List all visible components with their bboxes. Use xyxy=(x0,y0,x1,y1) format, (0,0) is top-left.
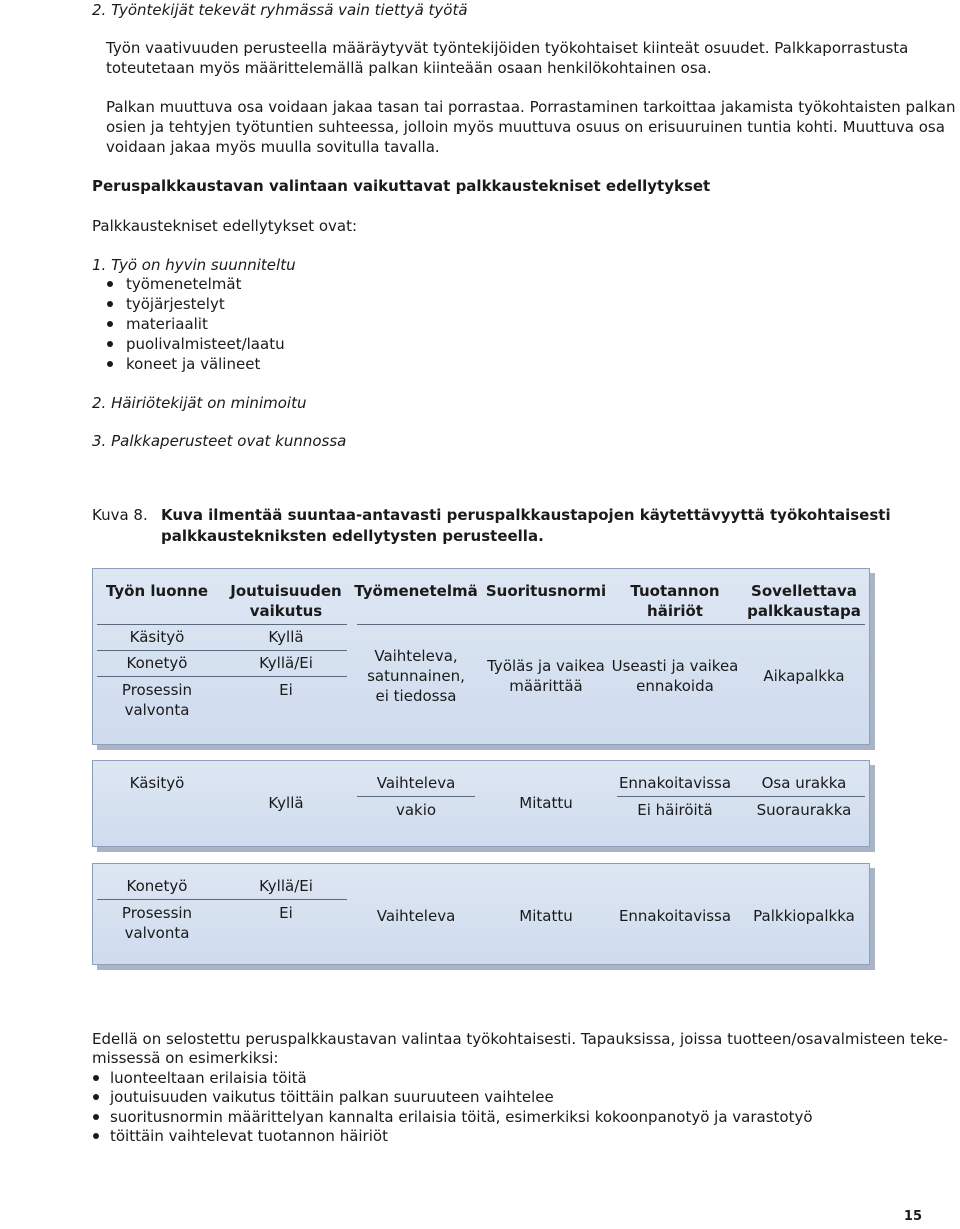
page-number: 15 xyxy=(903,1209,922,1224)
bullet-icon xyxy=(93,1114,99,1120)
closing-list-item: joutuisuuden vaikutus töittäin palkan suuruuteen vaihtelee xyxy=(110,1088,554,1106)
table-cell: Kyllä/Ei xyxy=(259,654,313,672)
bullet-icon xyxy=(107,301,113,307)
header-cell: Joutuisuuden xyxy=(230,582,342,600)
section-heading: Peruspalkkaustavan valintaan vaikuttavat palkkaustekniset edellytykset xyxy=(92,177,711,195)
table-cell: Ei xyxy=(279,904,293,922)
table-cell: Prosessin xyxy=(121,904,193,922)
condition-1: 1. Työ on hyvin suunniteltu xyxy=(92,256,296,274)
table-cell: määrittää xyxy=(509,677,583,695)
table-cell: Mitattu xyxy=(519,794,573,812)
table-2 xyxy=(92,760,870,847)
table-cell: vakio xyxy=(395,801,437,819)
table-rule xyxy=(617,796,865,797)
table-cell: Mitattu xyxy=(519,907,573,925)
table-cell: Käsityö xyxy=(129,774,185,792)
table-cell: Vaihteleva, xyxy=(374,647,458,665)
paragraph-1-line-1: Työn vaativuuden perusteella määräytyvät työntekijöiden työkohtaiset kiinteät osuudet. Palkkaporrastusta xyxy=(106,39,909,57)
table-cell: Ennakoitavissa xyxy=(618,907,732,925)
header-cell: palkkaustapa xyxy=(747,602,861,620)
table-cell: Ennakoitavissa xyxy=(618,774,732,792)
table-cell: Ei xyxy=(279,681,293,699)
table-cell: satunnainen, xyxy=(367,667,465,685)
table-cell: valvonta xyxy=(124,924,190,942)
closing-list-item: suoritusnormin määrittelyan kannalta erilaisia töitä, esimerkiksi kokoonpanotyö ja varastotyö xyxy=(110,1108,813,1126)
intro-text: Palkkaustekniset edellytykset ovat: xyxy=(92,217,358,235)
table-3 xyxy=(92,863,870,965)
table-cell: Kyllä xyxy=(268,628,304,646)
table-cell: Vaihteleva xyxy=(376,774,456,792)
table-cell: Kyllä/Ei xyxy=(259,877,313,895)
paragraph-1-line-2: toteutetaan myös määrittelemällä palkan kiinteään osaan henkilökohtainen osa. xyxy=(106,59,712,77)
table-1 xyxy=(92,568,870,745)
section-title-2: 2. Työntekijät tekevät ryhmässä vain tiettyä työtä xyxy=(92,1,468,19)
header-cell: vaikutus xyxy=(249,602,323,620)
table-cell: ei tiedossa xyxy=(375,687,457,705)
figure-caption-line-2: palkkaustekniksten edellytysten perusteella. xyxy=(161,527,544,545)
bullet-icon xyxy=(93,1075,99,1081)
header-cell: Työmenetelmä xyxy=(354,582,478,600)
table-cell: Konetyö xyxy=(126,877,188,895)
table-rule xyxy=(357,796,475,797)
header-cell: Suoritusnormi xyxy=(485,582,607,600)
paragraph-2-line-2: osien ja tehtyjen työtuntien suhteessa, jolloin myös muuttuva osuus on erisuuruinen tuntia kohti. Muuttuva osa xyxy=(106,118,945,136)
figure-label: Kuva 8. xyxy=(92,506,148,524)
bullet-icon xyxy=(93,1094,99,1100)
closing-paragraph-line-1: Edellä on selostettu peruspalkkaustavan valintaa työkohtaisesti. Tapauksissa, joissa tuotteen/osavalmisteen teke- xyxy=(92,1030,948,1048)
table-rule xyxy=(97,676,347,677)
closing-list-item: luonteeltaan erilaisia töitä xyxy=(110,1069,307,1087)
header-cell: Sovellettava xyxy=(751,582,857,600)
bullet-icon xyxy=(107,281,113,287)
table-cell: Käsityö xyxy=(129,628,185,646)
bullet-icon xyxy=(93,1133,99,1139)
condition-1-item: työjärjestelyt xyxy=(126,295,225,313)
closing-paragraph-line-2: missessä on esimerkiksi: xyxy=(92,1049,279,1067)
condition-1-item: koneet ja välineet xyxy=(126,355,261,373)
paragraph-2-line-3: voidaan jakaa myös muulla sovitulla tavalla. xyxy=(106,138,440,156)
table-cell: Vaihteleva xyxy=(376,907,456,925)
table-cell: Suoraurakka xyxy=(756,801,852,819)
table-cell: valvonta xyxy=(124,701,190,719)
figure-caption-line-1: Kuva ilmentää suuntaa-antavasti peruspalkkaustapojen käytettävyyttä työkohtaisesti xyxy=(161,506,891,524)
table-rule xyxy=(97,624,347,625)
bullet-icon xyxy=(107,341,113,347)
table-cell: Useasti ja vaikea xyxy=(611,657,739,675)
header-cell: Tuotannon xyxy=(630,582,720,600)
table-cell: Työläs ja vaikea xyxy=(487,657,605,675)
condition-1-item: työmenetelmät xyxy=(126,275,242,293)
table-cell: ennakoida xyxy=(636,677,714,695)
condition-1-item: materiaalit xyxy=(126,315,208,333)
condition-1-item: puolivalmisteet/laatu xyxy=(126,335,285,353)
paragraph-2-line-1: Palkan muuttuva osa voidaan jakaa tasan tai porrastaa. Porrastaminen tarkoittaa jakamista työkohtaisten palkan xyxy=(106,98,956,116)
table-rule xyxy=(97,899,347,900)
table-rule xyxy=(97,650,347,651)
bullet-icon xyxy=(107,321,113,327)
table-cell: Osa urakka xyxy=(761,774,847,792)
table-cell: Konetyö xyxy=(126,654,188,672)
table-cell: Prosessin xyxy=(121,681,193,699)
table-cell: Aikapalkka xyxy=(763,667,845,685)
closing-list-item: töittäin vaihtelevat tuotannon häiriöt xyxy=(110,1127,388,1145)
table-rule xyxy=(357,624,865,625)
header-cell: Työn luonne xyxy=(105,582,209,600)
bullet-icon xyxy=(107,361,113,367)
header-cell: häiriöt xyxy=(647,602,703,620)
condition-3: 3. Palkkaperusteet ovat kunnossa xyxy=(92,432,347,450)
condition-2: 2. Häiriötekijät on minimoitu xyxy=(92,394,307,412)
table-cell: Ei häiröitä xyxy=(637,801,713,819)
table-cell: Palkkiopalkka xyxy=(753,907,855,925)
table-cell: Kyllä xyxy=(268,794,304,812)
